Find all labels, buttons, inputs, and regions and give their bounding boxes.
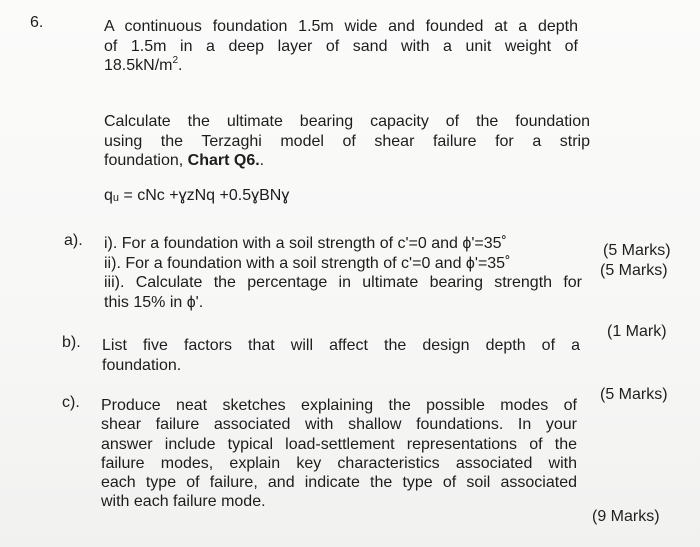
intro-line: $18.5kN/m^2$.: [104, 54, 183, 74]
part-c-line: failure modes, explain key characteristics associated with: [101, 454, 577, 472]
part-b-marks: (1 Mark): [607, 323, 667, 340]
part-b-body: [102, 336, 580, 375]
part-a-line: ii). For a foundation with a soil strength of c'=0 and ϕ'=35˚: [104, 254, 511, 272]
part-c-marks-bottom: (9 Marks): [592, 508, 660, 525]
bearing-capacity-formula: qᵤ = cNc +ɣzNq +0.5ɣBNɣ: [104, 187, 290, 204]
task-line: foundation, Chart Q6..: [104, 152, 265, 169]
part-c-line: with each failure mode.: [101, 493, 266, 511]
part-c-marks-top: (5 Marks): [600, 386, 668, 403]
question-number: 6.: [30, 14, 44, 31]
part-c-line: answer include typical load-settlement representations of the: [101, 435, 577, 453]
task-line: Calculate the ultimate bearing capacity of the foundation: [104, 113, 590, 130]
part-a-line: iii). Calculate the percentage in ultimate bearing strength for: [104, 274, 582, 291]
part-c-line: shear failure associated with shallow foundations. In your: [101, 416, 577, 434]
superscript: 2: [172, 54, 179, 66]
question-intro: [104, 17, 578, 76]
part-b-label: b).: [62, 334, 81, 351]
question-task: [104, 112, 590, 171]
part-a-body: [104, 234, 582, 312]
part-c-line: each type of failure, and indicate the type of soil associated: [101, 474, 577, 492]
part-a-marks-2: (5 Marks): [600, 262, 668, 279]
part-b-line: foundation.: [102, 356, 182, 374]
intro-line: of 1.5m in a deep layer of sand with a unit weight of: [104, 37, 578, 55]
part-c-line: Produce neat sketches explaining the possible modes of: [101, 397, 577, 414]
part-a-line: this 15% in ϕ'.: [104, 293, 204, 311]
part-c-body: [101, 396, 577, 512]
part-c-label: c).: [62, 394, 80, 411]
part-a-label: a).: [64, 232, 83, 249]
part-a-line: i). For a foundation with a soil strength of c'=0 and ϕ'=35˚: [104, 235, 507, 252]
chart-reference: Chart Q6.: [187, 152, 260, 169]
task-line: using the Terzaghi model of shear failure for a strip: [104, 132, 590, 150]
intro-line: A continuous foundation 1.5m wide and founded at a depth: [104, 18, 578, 35]
part-b-line: List five factors that will affect the design depth of a: [102, 337, 580, 354]
part-a-marks-1: (5 Marks): [603, 242, 671, 259]
